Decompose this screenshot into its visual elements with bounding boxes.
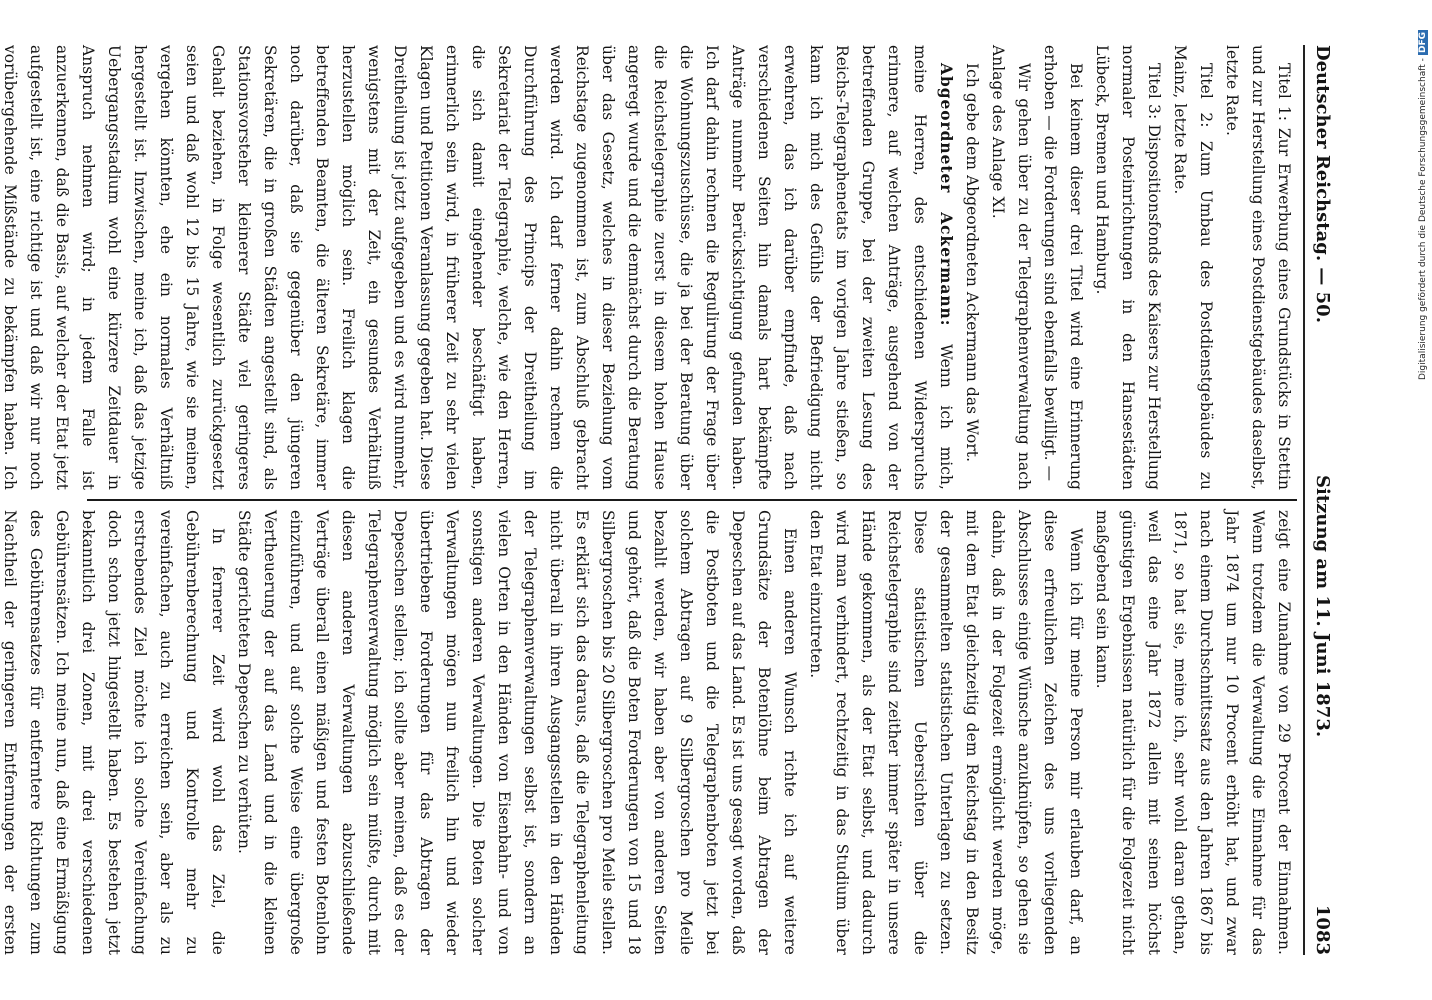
messenger-fees-paragraph: Einen anderen Wunsch richte ich auf weitere Grundsätze der Botenlöhne beim Abtragen der Depeschen auf das Land. Es ist uns gesagt worden, daß die Postboten und die Telegraphenboten jetzt bei solchem Abtragen auf 9 Silbergroschen pro Meile bezahlt werden, wir haben aber von anderen Seiten und gehört, daß die Boten Forderungen von 15 und 18 Silbergroschen bis 20 Silbergroschen pro Meile stellen. Es erklärt sich das daraus, daß die Telegraphenleitung nicht überall in ihren Ausgangsstellen in den Händen der Telegraphenverwaltungen selbst ist, sondern an vielen Orten in den Händen von Eisenbahn- und von sonstigen anderen Verwaltungen. Die Boten solcher Verwaltungen mögen nun freilich hin und wieder übertriebene Forderungen für das Abtragen der Depeschen stellen; ich sollte aber meinen, daß es der Telegraphenverwaltung möglich sein müßte, durch mit diesen anderen Verwaltungen abzuschließende Verträge überall einen mäßigen und festen Botenlohn einzuführen, und auf solche Weise eine übergroße Vertheuerung der auf das Land und in die kleinen Städte gerichteten Depeschen zu verhüten. — [235, 510, 799, 955]
left-column — [1, 45, 1297, 491]
stamp-text: Digitalisierung gefördert durch die Deutsche Forschungsgemeinschaft - — [1418, 57, 1428, 380]
statistics-wish-paragraph: Wenn ich für meine Person mir erlauben darf, an diese erfreulichen Zeichen des uns vorliegenden Abschlusses einige Wünsche anzuknüpfen, so gehen sie dahin, daß in der Folgezeit ermöglicht werden möge, mit dem Etat gleichzeitig dem Reichstag in den Besitz der gesammelten statistischen Unterlagen zu setzen. Diese statistischen Uebersichten über die Reichstelegraphie sind zeither immer später in unsere Hände gekommen, als der Etat selbst, und dadurch wird man verhindert, rechtzeitig in das Studium über den Etat einzutreten. — [807, 510, 1085, 955]
speaker-name: Abgeordneter Ackermann: — [937, 63, 955, 327]
header-session-date: Sitzung am 11. Juni 1873. — [1312, 475, 1333, 738]
title-1-paragraph: Titel 1: Zur Erwerbung eines Grundstücks in Stettin und zur Herstellung eines Postdienstgebäudes daselbst, letzte Rate. — [1223, 45, 1293, 490]
floor-given-paragraph: Ich gebe dem Abgeordneten Ackermann das Wort. — [963, 63, 981, 463]
approval-paragraph: Bei keinem dieser drei Titel wird eine Erinnerung erhoben — die Forderungen sind ebenfalls bewilligt. — — [1041, 45, 1085, 490]
rotated-document-page — [1, 15, 1361, 985]
speech-text: Wenn ich mich, meine Herren, des entschiedenen Widerspruchs erinnere, auf welchen Anträge, ausgehend von der betreffenden Gruppe, bei der zweiten Lesung des Reichs-Telegraphenetats im vorigen Jahre stießen, so kann ich mich des Gefühls der Befriedigung nicht erwehren, das ich darüber empfinde, daß nach verschiedenen Seiten hin damals hart bekämpfte Anträge nunmehr Berücksichtigung gefunden haben. Ich darf dahin rechnen die Regulirung der Frage über die Wohnungszuschüsse, die ja bei der Beratung über die Reichstelegraphie zuerst in diesem hohen Hause angeregt wurde und die demnächst durch die Beratung über das Gesetz, welches in dieser Beziehung vom Reichstage zugenommen ist, zum Abschluß gebracht werden wird. Ich darf ferner dahin rechnen die Durchführung des Princips der Dreitheilung im Sekretariat der Telegraphie, welche, wie den Herren, die sich damit eingehender beschäftigt haben, erinnerlich sein wird, in früherer Zeit zu sehr vielen Klagen und Petitionen Veranlassung gegeben hat. Diese Dreitheilung ist jetzt aufgegeben und es wird nunmehr, wenigstens mit der Zeit, ein gesundes Verhältniß herzustellen möglich sein. Freilich klagen die betreffenden Beamten, die älteren Sekretäre, immer noch darüber, daß sie gegenüber den jüngeren Sekretären, die in großen Städten angestellt sind, als Stationsvorsteher kleinerer Städte viel geringeres Gehalt beziehen, in Folge wesentlich zurückgesetzt seien und daß wohl 12 bis 15 Jahre, wie sie meinen, vergehen könnten, ehe ein normales Verhältniß hergestellt ist. Inzwischen, meine ich, daß das jetzige Uebergangsstadium wohl eine kürzere Zeitdauer in Anspruch nehmen wird; in jedem Falle ist anzuerkennen, daß die Basis, auf welcher der Etat jetzt aufgestellt ist, eine richtige ist und daß wir nur noch vorübergehende Mißstände zu bekämpfen haben. Ich — [1, 45, 955, 491]
speech-paragraph — [0, 45, 959, 490]
text-columns — [1, 45, 1297, 955]
digitization-stamp — [1418, 30, 1428, 930]
telegraph-admin-paragraph: Wir gehen über zu der Telegraphenverwaltung nach Anlage des Anlage XI. — [989, 45, 1033, 490]
header-page-number: 1083 — [1312, 904, 1333, 955]
header-publication: Deutscher Reichstag. — 50. — [1312, 45, 1333, 323]
column-divider — [87, 499, 1297, 501]
right-column — [1, 510, 1297, 955]
zones-paragraph: In fernerer Zeit wird wohl das Ziel, die Gebührenberechnung und Kontrolle mehr zu vereinfachen, auch zu erreichen sein, aber als zu erstrebendes Ziel möchte ich solche Vereinfachung doch schon jetzt hingestellt haben. Es bestehen jetzt bekanntlich drei Zonen, mit drei verschiedenen Gebührensätzen. Ich meine nun, daß eine Ermäßigung des Gebührensatzes für entferntere Richtungen zum Nachtheil der geringeren Entfernungen der ersten — [1, 510, 227, 955]
dfg-logo: DFG — [1418, 32, 1428, 54]
title-3-paragraph: Titel 3: Dispositionsfonds des Kaisers zur Herstellung normaler Posteinrichtungen in den Hansestädten Lübeck, Bremen und Hamburg. — [1093, 45, 1163, 490]
revenue-paragraph: zeigt eine Zunahme von 29 Procent der Einnahmen. Wenn trotzdem die Verwaltung die Einnahme für das Jahr 1874 um nur 10 Procent erhöht hat, und zwar nach einem Durchschnittssatz aus den Jahren 1867 bis 1871, so hat sie, meine ich, sehr wohl daran gethan, weil das eine Jahr 1872 allein mit seinen höchst günstigen Ergebnissen natürlich für die Folgezeit nicht maßgebend sein kann. — [1093, 510, 1293, 955]
title-2-paragraph: Titel 2: Zum Umbau des Postdienstgebäudes zu Mainz, letzte Rate. — [1171, 45, 1215, 490]
page-header — [1303, 45, 1341, 955]
